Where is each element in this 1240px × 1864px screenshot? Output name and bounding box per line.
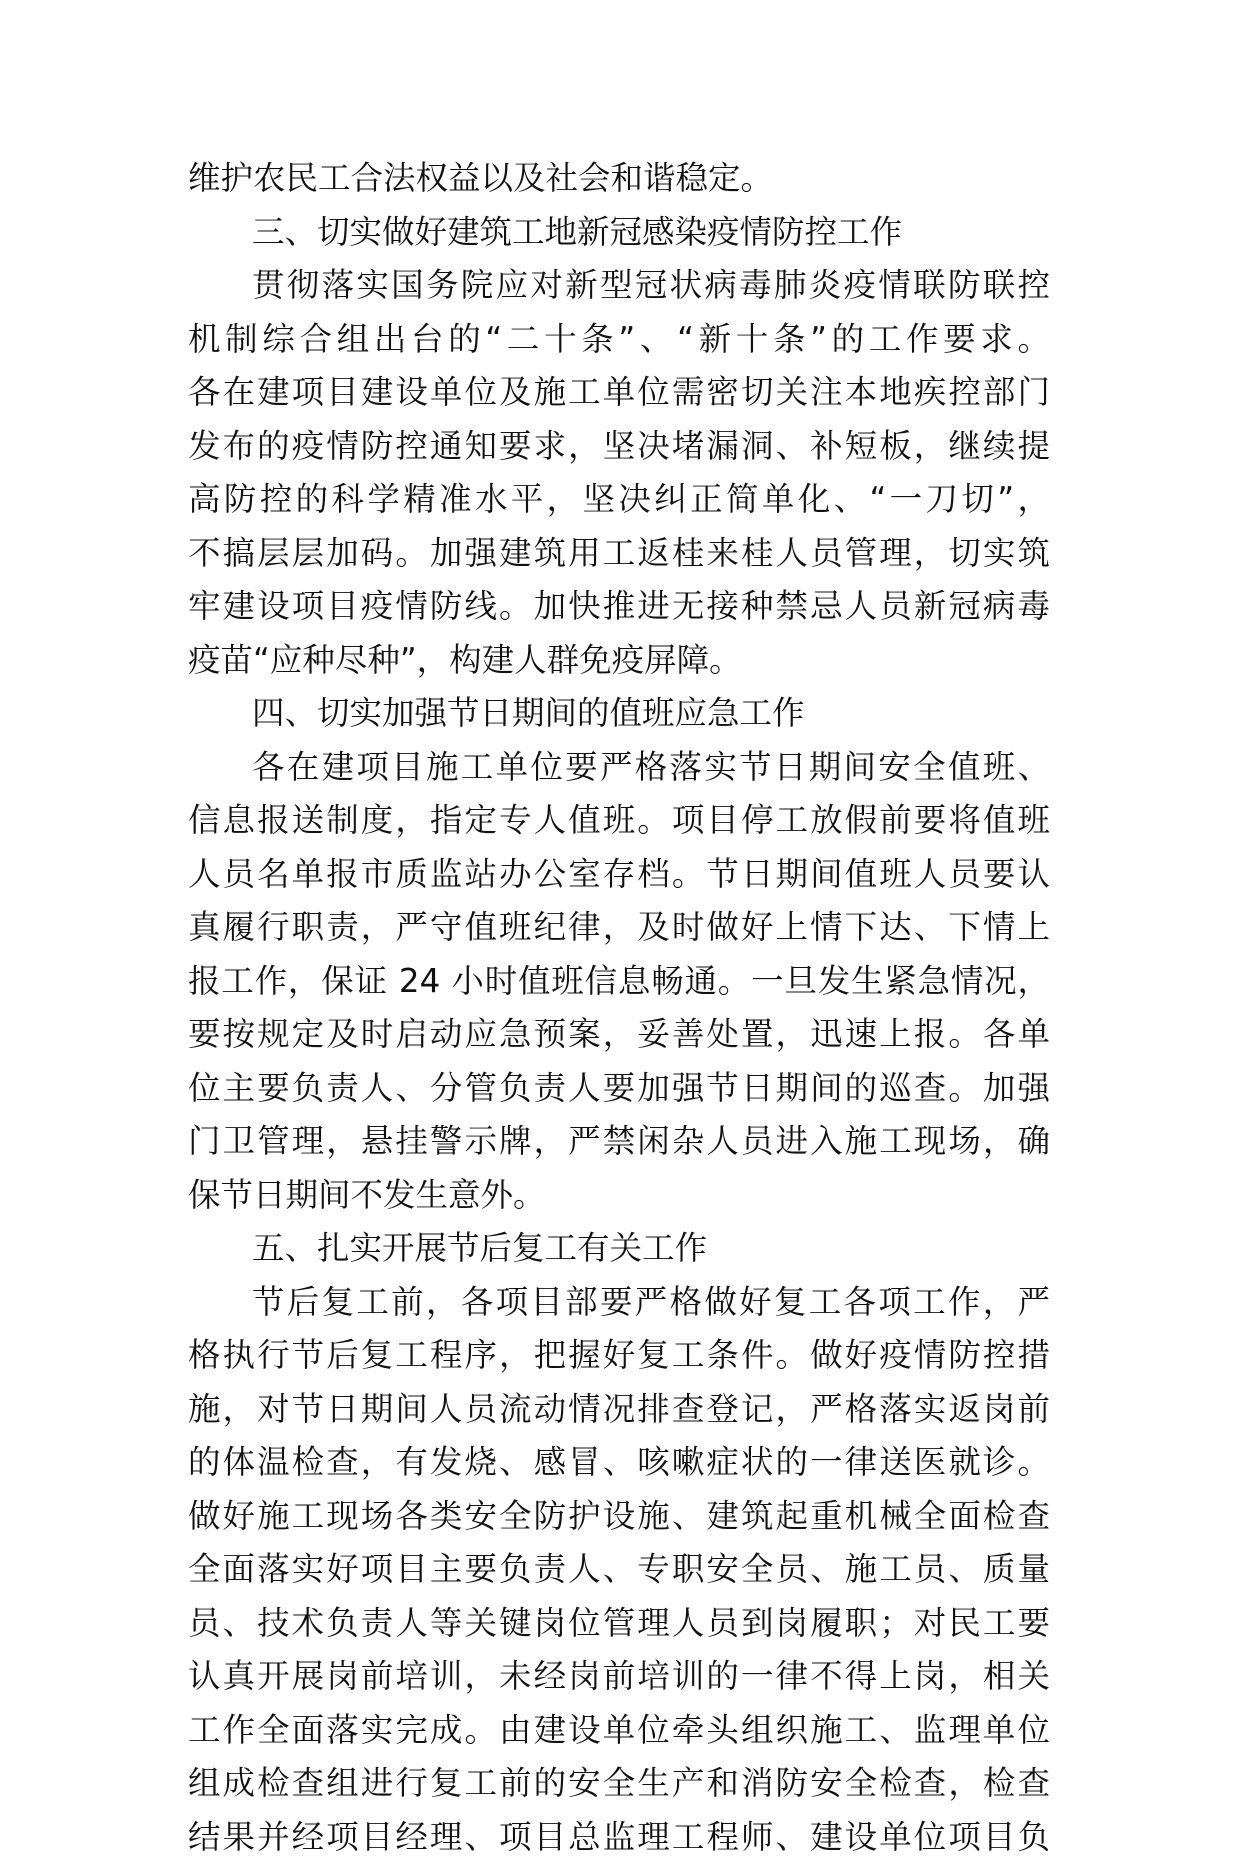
paragraph-line: 真履行职责，严守值班纪律，及时做好上情下达、下情上	[188, 901, 1050, 955]
paragraph-line: 贯彻落实国务院应对新型冠状病毒肺炎疫情联防联控	[188, 259, 1050, 313]
paragraph-line: 疫苗“应种尽种”，构建人群免疫屏障。	[188, 634, 1050, 688]
paragraph-line: 发布的疫情防控通知要求，坚决堵漏洞、补短板，继续提	[188, 420, 1050, 474]
paragraph-line: 组成检查组进行复工前的安全生产和消防安全检查，检查	[188, 1757, 1050, 1811]
paragraph-line: 要按规定及时启动应急预案，妥善处置，迅速上报。各单	[188, 1008, 1050, 1062]
paragraph-line: 施，对节日期间人员流动情况排查登记，严格落实返岗前	[188, 1383, 1050, 1437]
paragraph-line: 信息报送制度，指定专人值班。项目停工放假前要将值班	[188, 794, 1050, 848]
section-heading-4: 四、切实加强节日期间的值班应急工作	[188, 687, 1050, 741]
paragraph-line: 各在建项目建设单位及施工单位需密切关注本地疾控部门	[188, 366, 1050, 420]
paragraph-line: 机制综合组出台的“二十条”、“新十条”的工作要求。	[188, 313, 1050, 367]
paragraph-line: 门卫管理，悬挂警示牌，严禁闲杂人员进入施工现场，确	[188, 1115, 1050, 1169]
paragraph-line: 认真开展岗前培训，未经岗前培训的一律不得上岗，相关	[188, 1650, 1050, 1704]
paragraph-line: 员、技术负责人等关键岗位管理人员到岗履职；对民工要	[188, 1597, 1050, 1651]
paragraph-line: 各在建项目施工单位要严格落实节日期间安全值班、	[188, 741, 1050, 795]
section-heading-5: 五、扎实开展节后复工有关工作	[188, 1222, 1050, 1276]
section-heading-3: 三、切实做好建筑工地新冠感染疫情防控工作	[188, 206, 1050, 260]
paragraph-line: 节后复工前，各项目部要严格做好复工各项工作，严	[188, 1276, 1050, 1330]
paragraph-line: 工作全面落实完成。由建设单位牵头组织施工、监理单位	[188, 1704, 1050, 1758]
paragraph-line: 不搞层层加码。加强建筑用工返桂来桂人员管理，切实筑	[188, 527, 1050, 581]
paragraph-line: 结果并经项目经理、项目总监理工程师、建设单位项目负	[188, 1811, 1050, 1864]
paragraph-line: 报工作，保证 24 小时值班信息畅通。一旦发生紧急情况，	[188, 955, 1050, 1009]
paragraph-line: 全面落实好项目主要负责人、专职安全员、施工员、质量	[188, 1543, 1050, 1597]
paragraph-line: 保节日期间不发生意外。	[188, 1169, 1050, 1223]
paragraph-line: 高防控的科学精准水平，坚决纠正简单化、“一刀切”，	[188, 473, 1050, 527]
body-text	[188, 152, 1050, 1864]
paragraph-line: 维护农民工合法权益以及社会和谐稳定。	[188, 152, 1050, 206]
paragraph-line: 牢建设项目疫情防线。加快推进无接种禁忌人员新冠病毒	[188, 580, 1050, 634]
paragraph-line: 的体温检查，有发烧、感冒、咳嗽症状的一律送医就诊。	[188, 1436, 1050, 1490]
paragraph-line: 格执行节后复工程序，把握好复工条件。做好疫情防控措	[188, 1329, 1050, 1383]
paragraph-line: 做好施工现场各类安全防护设施、建筑起重机械全面检查	[188, 1490, 1050, 1544]
paragraph-line: 人员名单报市质监站办公室存档。节日期间值班人员要认	[188, 848, 1050, 902]
paragraph-line: 位主要负责人、分管负责人要加强节日期间的巡查。加强	[188, 1062, 1050, 1116]
